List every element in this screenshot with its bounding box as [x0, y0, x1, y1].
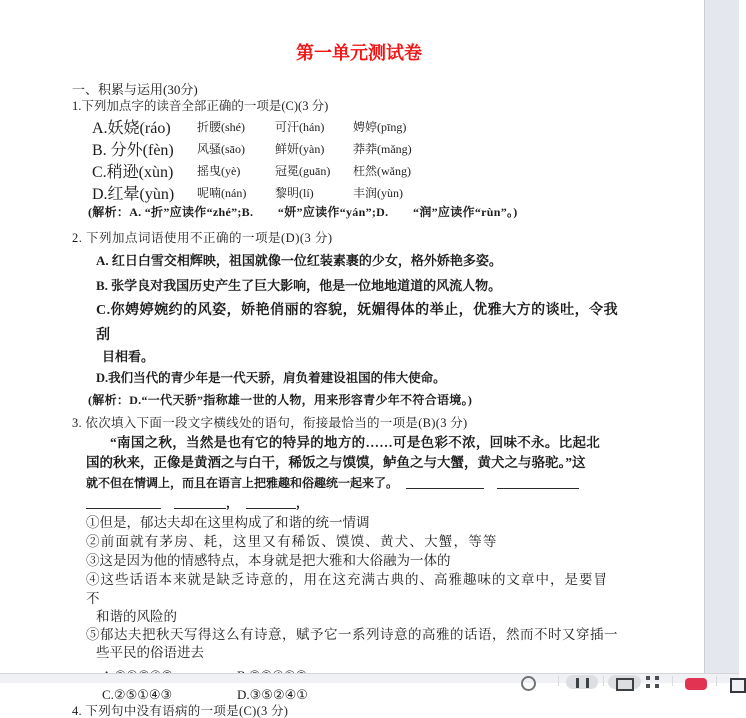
answer-blank: [86, 496, 161, 509]
circle-icon[interactable]: [521, 676, 536, 691]
q1-word: 鲜妍(yàn): [275, 142, 325, 156]
q2-option-d: D.我们当代的青少年是一代天骄，肩负着建设祖国的伟大使命。: [96, 371, 446, 385]
dot: [655, 684, 659, 688]
q1-word: 黎明(lí): [275, 186, 314, 200]
q1-option-main: D.红晕(yùn): [92, 186, 175, 203]
taskbar-separator: [672, 676, 673, 686]
q2-option-a: A. 红日白雪交相辉映，祖国就像一位红装素裹的少女，格外娇艳多姿。: [96, 253, 502, 268]
q2-stem: 2. 下列加点词语使用不正确的一项是(D)(3 分): [72, 231, 333, 245]
q1-option-main: A.妖娆(ráo): [92, 120, 171, 137]
right-panel: [704, 0, 739, 683]
blank-comma: ，: [226, 496, 239, 510]
q3-line3-text: 就不但在情调上，而且在语言上把雅趣和俗趣统一起来了。: [86, 476, 399, 490]
taskbar: [0, 673, 739, 683]
q1-word: 可汗(hán): [275, 120, 325, 134]
q3-paragraph-line3: [86, 473, 620, 493]
q1-row: [92, 159, 620, 181]
q2-option-c: C.你娉婷婉约的风姿，娇艳俏丽的容貌，妩媚得体的举止，优雅大方的谈吐，令我刮: [96, 303, 619, 343]
red-app-icon[interactable]: [685, 678, 707, 690]
answer-blank: [174, 496, 226, 509]
window-icon[interactable]: [608, 675, 641, 689]
q1-option-main: C.稍逊(xùn): [92, 164, 174, 181]
dot: [646, 684, 650, 688]
q3-item-4: ④这些话语本来就是缺乏诗意的，用在这充满古典的、高雅趣味的文章中，是要冒不: [86, 572, 608, 606]
square-icon[interactable]: [730, 678, 746, 693]
pause-bar: [576, 678, 579, 688]
q1-stem: 1.下列加点字的读音全部正确的一项是(C)(3 分): [72, 99, 329, 113]
q3-paragraph-line2: 国的秋来，正像是黄酒之与白干，稀饭之与馍馍，鲈鱼之与大蟹，黄犬之与骆驼。”这: [86, 455, 586, 470]
q3-paragraph-line1: “南国之秋，当然是也有它的特异的地方的……可是色彩不浓，回味不永。比起北: [110, 435, 601, 450]
q4-stem: 4. 下列句中没有语病的一项是(C)(3 分): [72, 704, 289, 718]
q1-word: 呢喃(nán): [197, 186, 247, 200]
answer-blank: [497, 476, 579, 489]
q3-choice-c: C.②⑤①④③: [102, 687, 173, 702]
q1-word: 风骚(sāo): [197, 142, 245, 156]
q3-item-5-wrap: 些平民的俗语进去: [96, 645, 204, 660]
q1-word: 冠冕(guān): [275, 164, 331, 178]
taskbar-separator: [603, 676, 604, 686]
q3-item-1: ①但是，郁达夫却在这里构成了和谐的统一情调: [86, 515, 370, 530]
dot: [655, 676, 659, 680]
document-content: [72, 42, 620, 718]
q3-stem: 3. 依次填入下面一段文字横线处的语句，衔接最恰当的一项是(B)(3 分): [72, 416, 468, 430]
section-heading: 一、积累与运用(30分): [72, 82, 198, 97]
q2-option-c-wrap: 目相看。: [102, 349, 155, 364]
q2-analysis: (解析：D.“一代天骄”指称雄一世的人物，用来形容青少年不符合语境。): [88, 393, 473, 407]
q1-word: 莽莽(mǎng): [353, 142, 412, 156]
answer-blank: [246, 496, 296, 509]
blank-comma: ，: [296, 496, 309, 510]
q3-choice-d: D.③⑤②④①: [237, 687, 308, 702]
q1-row: [92, 115, 620, 137]
q3-item-5: ⑤郁达夫把秋天写得这么有诗意，赋予它一系列诗意的高雅的话语，然而不时又穿插一: [86, 627, 618, 642]
grid-dots-icon[interactable]: [646, 676, 660, 688]
q2-option-b: B. 张学良对我国历史产生了巨大影响，他是一位地地道道的风流人物。: [96, 278, 502, 293]
q1-option-main: B. 分外(fèn): [92, 142, 174, 159]
q3-blanks-line: [86, 493, 620, 513]
pause-icon[interactable]: [566, 675, 598, 689]
q1-word: 折腰(shé): [197, 120, 245, 134]
dot: [646, 676, 650, 680]
q1-row: [92, 137, 620, 159]
q3-choices-row-2: [102, 685, 620, 704]
doc-title: 第一单元测试卷: [296, 43, 422, 63]
pause-bar: [586, 678, 589, 688]
q1-analysis: (解析：A. “折”应读作“zhé”;B. “妍”应读作“yán”;D. “润”应读作“rùn”。): [88, 205, 518, 219]
window-outline: [616, 678, 634, 691]
taskbar-separator: [716, 676, 717, 686]
q1-word: 娉婷(pīng): [353, 120, 407, 134]
answer-blank: [406, 476, 484, 489]
q3-item-3: ③这是因为他的情感特点，本身就是把大雅和大俗融为一体的: [86, 553, 451, 568]
q1-word: 丰润(yùn): [353, 186, 403, 200]
q3-item-4-wrap: 和谐的风险的: [96, 609, 177, 624]
q1-row: [92, 181, 620, 203]
taskbar-separator: [558, 676, 559, 686]
q3-item-2: ②前面就有茅房、耗，这里又有稀饭、馍馍、黄犬、大蟹，等等: [86, 534, 498, 549]
q1-word: 摇曳(yè): [197, 164, 241, 178]
q1-word: 枉然(wǎng): [353, 164, 411, 178]
